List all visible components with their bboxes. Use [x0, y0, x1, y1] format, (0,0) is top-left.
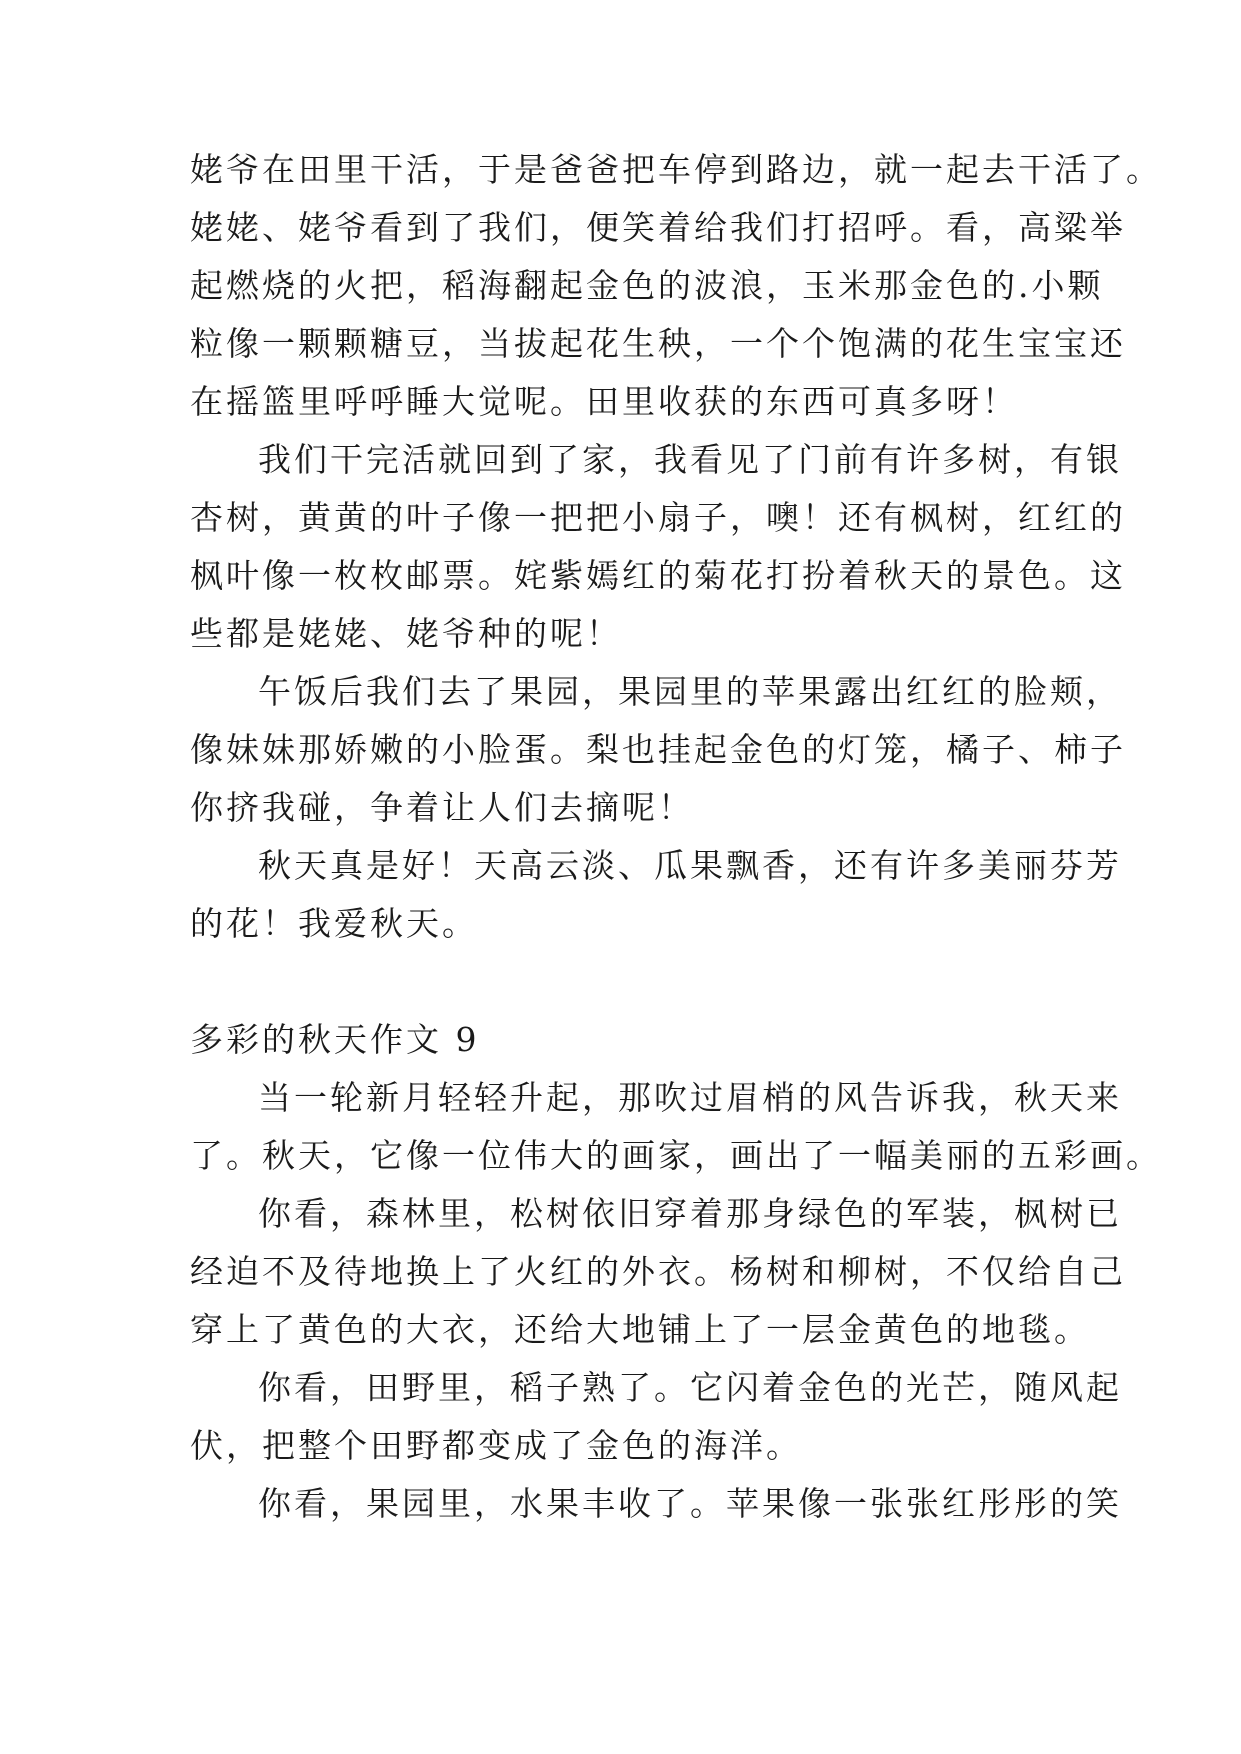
- text-line: 粒像一颗颗糖豆，当拔起花生秧，一个个饱满的花生宝宝还: [190, 324, 1126, 363]
- text-line: 午饭后我们去了果园，果园里的苹果露出红红的脸颊，: [258, 672, 1122, 711]
- text-line: 起燃烧的火把，稻海翻起金色的波浪，玉米那金色的.小颗: [190, 266, 1104, 305]
- section-heading: 多彩的秋天作文 9: [190, 1020, 480, 1059]
- text-line: 穿上了黄色的大衣，还给大地铺上了一层金黄色的地毯。: [190, 1310, 1090, 1349]
- text-line: 枫叶像一枚枚邮票。姹紫嫣红的菊花打扮着秋天的景色。这: [190, 556, 1126, 595]
- text-line: 些都是姥姥、姥爷种的呢！: [190, 614, 622, 653]
- text-line: 你看，森林里，松树依旧穿着那身绿色的军装，枫树已: [258, 1194, 1122, 1233]
- text-line: 姥姥、姥爷看到了我们，便笑着给我们打招呼。看，高粱举: [190, 208, 1126, 247]
- text-line: 姥爷在田里干活，于是爸爸把车停到路边，就一起去干活了。: [190, 150, 1162, 189]
- text-line: 像妹妹那娇嫩的小脸蛋。梨也挂起金色的灯笼，橘子、柿子: [190, 730, 1126, 769]
- text-line: 了。秋天，它像一位伟大的画家，画出了一幅美丽的五彩画。: [190, 1136, 1162, 1175]
- text-line: 经迫不及待地换上了火红的外衣。杨树和柳树，不仅给自己: [190, 1252, 1126, 1291]
- text-line: 你挤我碰，争着让人们去摘呢！: [190, 788, 694, 827]
- text-line: 你看，田野里，稻子熟了。它闪着金色的光芒，随风起: [258, 1368, 1122, 1407]
- text-line: 的花！我爱秋天。: [190, 904, 478, 943]
- text-line: 当一轮新月轻轻升起，那吹过眉梢的风告诉我，秋天来: [258, 1078, 1122, 1117]
- text-line: 杏树，黄黄的叶子像一把把小扇子，噢！还有枫树，红红的: [190, 498, 1126, 537]
- text-line: 你看，果园里，水果丰收了。苹果像一张张红彤彤的笑: [258, 1484, 1122, 1523]
- text-line: 秋天真是好！天高云淡、瓜果飘香，还有许多美丽芬芳: [258, 846, 1122, 885]
- text-line: 我们干完活就回到了家，我看见了门前有许多树，有银: [258, 440, 1122, 479]
- text-line: 伏，把整个田野都变成了金色的海洋。: [190, 1426, 802, 1465]
- text-line: 在摇篮里呼呼睡大觉呢。田里收获的东西可真多呀！: [190, 382, 1018, 421]
